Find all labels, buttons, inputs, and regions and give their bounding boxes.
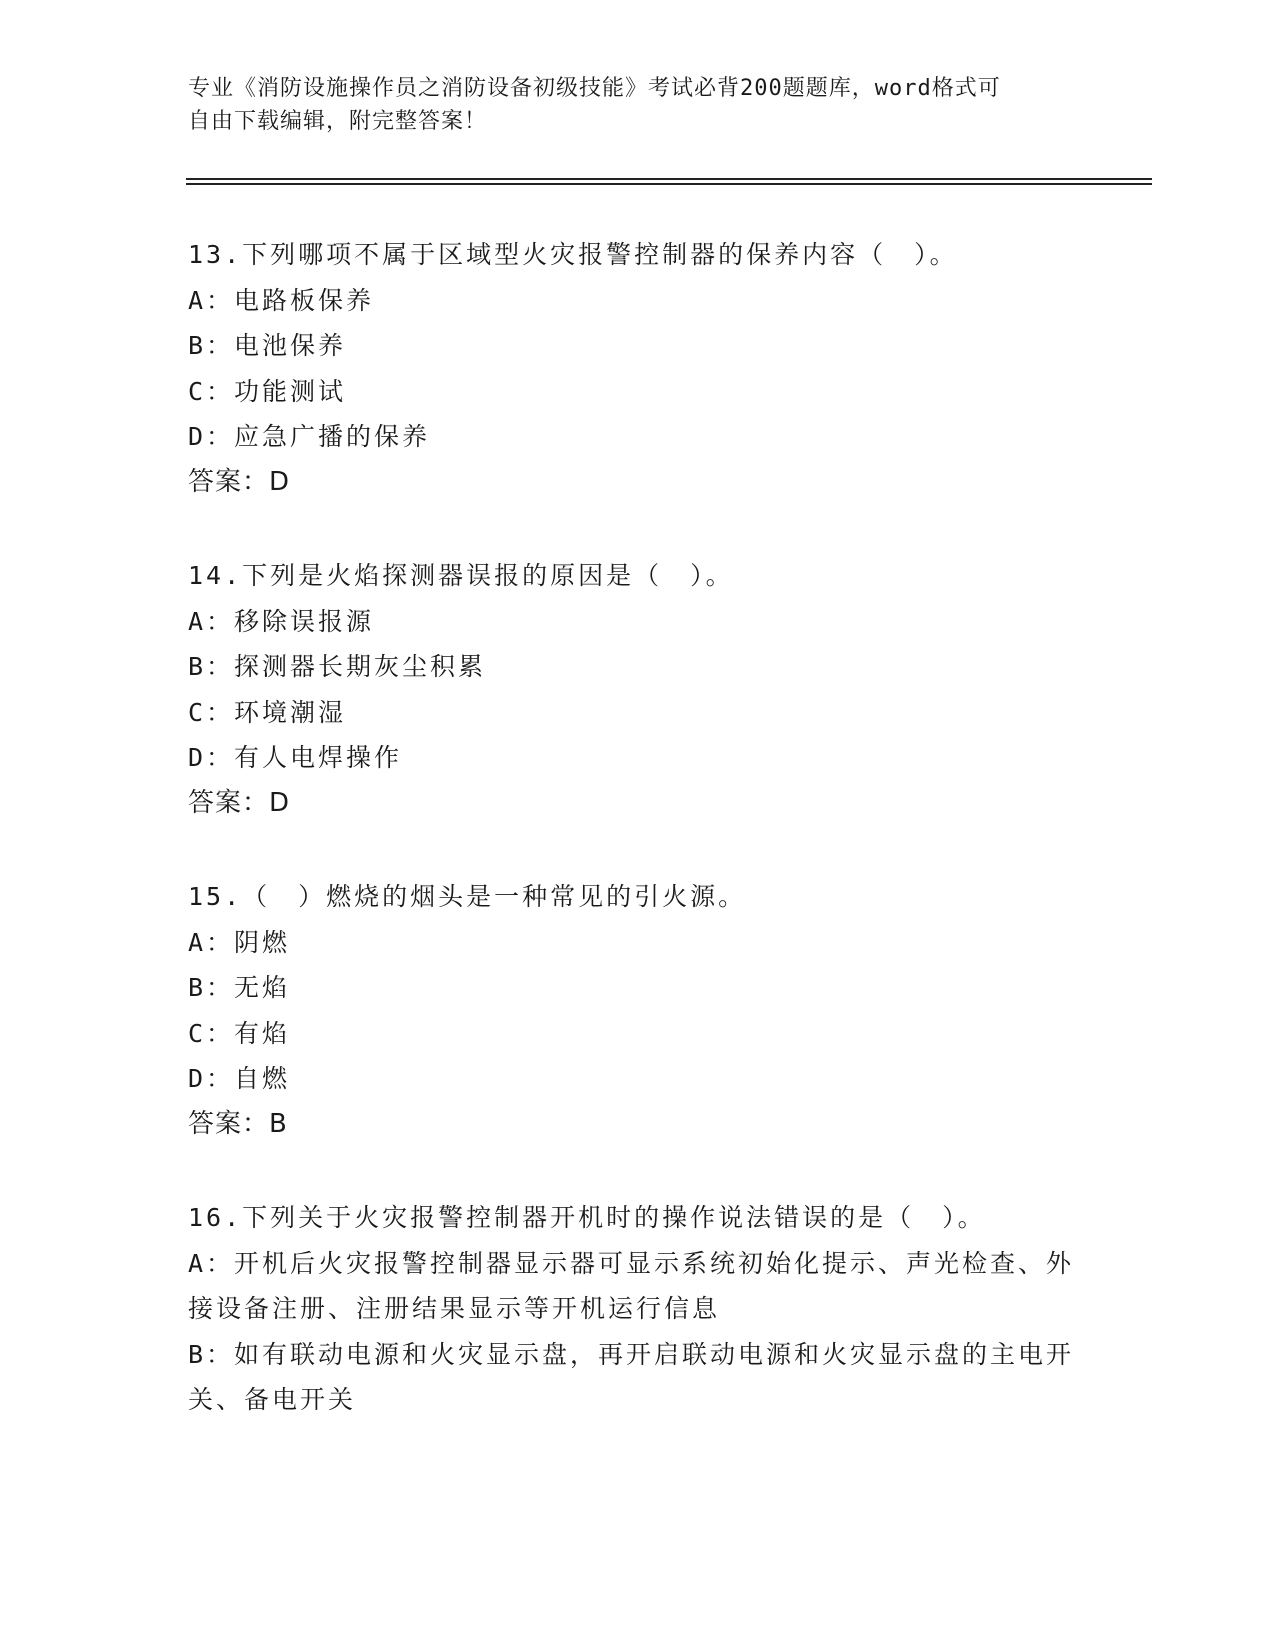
header-line-1: 专业《消防设施操作员之消防设备初级技能》考试必背200题题库，word格式可 bbox=[188, 76, 1001, 101]
header-divider-bottom bbox=[186, 183, 1152, 185]
question-14 bbox=[188, 553, 1088, 826]
question-stem: 13.下列哪项不属于区域型火灾报警控制器的保养内容（ ）。 bbox=[188, 240, 958, 269]
answer-line: 答案：D bbox=[188, 787, 291, 818]
question-stem: 16.下列关于火灾报警控制器开机时的操作说法错误的是（ ）。 bbox=[188, 1203, 986, 1232]
option-c: C：有焰 bbox=[188, 1018, 291, 1048]
option-b: B：电池保养 bbox=[188, 331, 347, 360]
option-b: B：如有联动电源和火灾显示盘，再开启联动电源和火灾显示盘的主电开关、备电开关 bbox=[188, 1339, 1075, 1414]
option-d: D：应急广播的保养 bbox=[188, 422, 431, 451]
option-a: A：移除误报源 bbox=[188, 606, 375, 636]
question-13 bbox=[188, 232, 1088, 505]
option-d: D：自燃 bbox=[188, 1064, 291, 1093]
question-15 bbox=[188, 874, 1088, 1147]
header-line-2: 自由下载编辑，附完整答案！ bbox=[188, 109, 488, 134]
question-stem: 15.（ ）燃烧的烟头是一种常见的引火源。 bbox=[188, 882, 747, 911]
header-divider-top bbox=[186, 178, 1152, 180]
option-a: A：开机后火灾报警控制器显示器可显示系统初始化提示、声光检查、外接设备注册、注册结果显示等开机运行信息 bbox=[188, 1248, 1075, 1323]
option-c: C：环境潮湿 bbox=[188, 697, 347, 727]
question-16 bbox=[188, 1195, 1088, 1423]
answer-line: 答案：B bbox=[188, 1108, 288, 1139]
document-header bbox=[188, 72, 1088, 138]
question-list bbox=[188, 232, 1088, 1471]
option-b: B：探测器长期灰尘积累 bbox=[188, 652, 487, 681]
option-a: A：阴燃 bbox=[188, 927, 291, 957]
option-b: B：无焰 bbox=[188, 973, 291, 1002]
option-a: A：电路板保养 bbox=[188, 285, 375, 315]
question-stem: 14.下列是火焰探测器误报的原因是（ ）。 bbox=[188, 561, 734, 590]
option-d: D：有人电焊操作 bbox=[188, 743, 403, 772]
answer-line: 答案：D bbox=[188, 466, 291, 497]
option-c: C：功能测试 bbox=[188, 376, 347, 406]
